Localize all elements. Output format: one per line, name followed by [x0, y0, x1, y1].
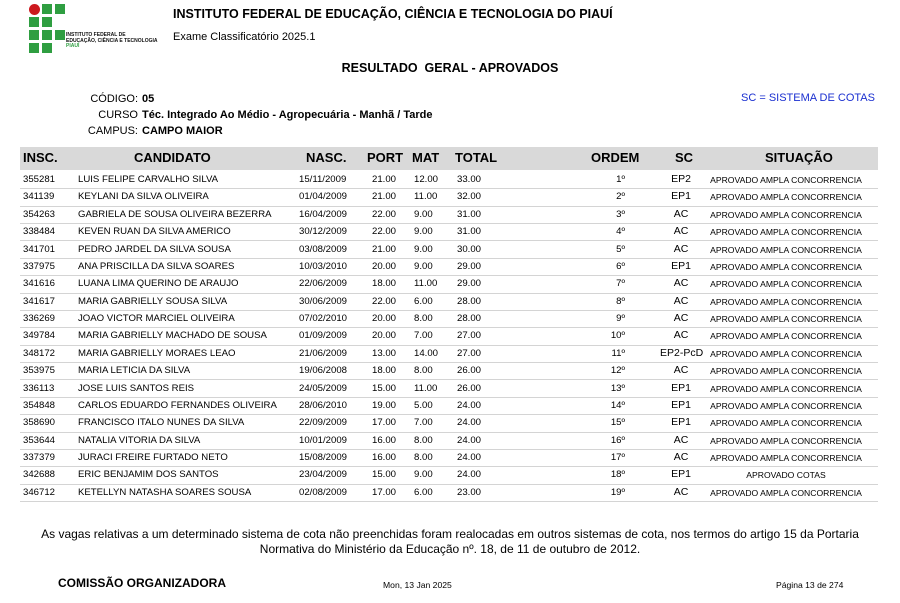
table-row — [20, 432, 878, 450]
table-row — [20, 466, 878, 484]
cell-total: 24.00 — [457, 399, 482, 411]
cell-total: 24.00 — [457, 417, 482, 429]
curso-value: Téc. Integrado Ao Médio - Agropecuária - Manhã / Tarde — [142, 109, 433, 121]
cell-insc: 337379 — [23, 452, 56, 464]
codigo-line — [84, 93, 154, 105]
cell-mat: 8.00 — [414, 365, 433, 377]
col-header-port: PORT — [367, 150, 404, 165]
logo-square — [42, 17, 52, 27]
cell-candidato: FRANCISCO ITALO NUNES DA SILVA — [78, 417, 245, 429]
logo-square — [29, 43, 39, 53]
cell-sc: EP1 — [671, 416, 691, 429]
cell-ordem: 14º — [610, 399, 625, 411]
cell-situacao: APROVADO AMPLA CONCORRENCIA — [710, 244, 862, 255]
cell-ordem: 1º — [616, 174, 625, 185]
comissao-label: COMISSÃO ORGANIZADORA — [58, 576, 226, 590]
col-header-mat: MAT — [412, 150, 440, 165]
cell-situacao: APROVADO AMPLA CONCORRENCIA — [710, 227, 862, 238]
cell-nasc: 15/11/2009 — [299, 174, 347, 185]
logo-line: PIAUÍ — [66, 43, 80, 50]
cell-mat: 7.00 — [414, 330, 433, 342]
cell-port: 21.00 — [372, 243, 397, 255]
campus-label: CAMPUS: — [87, 125, 138, 137]
cell-port: 13.00 — [372, 347, 397, 359]
cell-total: 26.00 — [457, 365, 482, 377]
cell-port: 21.00 — [372, 174, 397, 185]
cell-mat: 5.00 — [414, 399, 433, 411]
cell-nasc: 10/01/2009 — [299, 434, 348, 446]
cell-nasc: 30/06/2009 — [299, 295, 348, 307]
table-row — [20, 362, 878, 380]
codigo-value: 05 — [142, 93, 155, 105]
cell-sc: EP1 — [671, 190, 691, 203]
cell-insc: 342688 — [23, 469, 56, 481]
cell-sc: AC — [673, 433, 689, 446]
table-row — [20, 310, 878, 328]
cell-insc: 336113 — [23, 382, 55, 394]
campus-line — [84, 125, 223, 137]
cell-insc: 346712 — [23, 486, 56, 498]
cell-nasc: 24/05/2009 — [299, 382, 348, 394]
cell-nasc: 02/08/2009 — [299, 486, 348, 498]
curso-line — [84, 109, 433, 121]
logo-red-circle — [29, 4, 40, 15]
col-header-candidato: CANDIDATO — [134, 150, 211, 165]
cell-total: 30.00 — [457, 243, 482, 255]
cell-sc: AC — [673, 277, 689, 290]
cell-port: 22.00 — [372, 226, 397, 238]
cell-ordem: 19º — [610, 486, 625, 498]
cell-sc: AC — [673, 329, 689, 342]
table-row — [20, 206, 878, 224]
cell-mat: 8.00 — [414, 452, 433, 464]
col-header-nasc: NASC. — [306, 150, 347, 165]
cell-candidato: KEYLANI DA SILVA OLIVEIRA — [78, 191, 209, 203]
cell-situacao: APROVADO AMPLA CONCORRENCIA — [710, 296, 862, 307]
cell-candidato: KETELLYN NATASHA SOARES SOUSA — [78, 486, 252, 498]
cell-sc: EP1 — [671, 468, 691, 481]
table-row — [20, 188, 878, 206]
cell-total: 32.00 — [457, 191, 482, 203]
table-row — [20, 414, 878, 432]
cell-situacao: APROVADO AMPLA CONCORRENCIA — [710, 383, 862, 394]
cell-candidato: MARIA GABRIELLY MORAES LEAO — [78, 347, 236, 359]
cell-total: 27.00 — [457, 330, 482, 342]
page-number: Página 13 de 274 — [776, 580, 844, 590]
cell-situacao: APROVADO AMPLA CONCORRENCIA — [710, 348, 862, 359]
cell-total: 24.00 — [457, 452, 482, 464]
cell-insc: 358690 — [23, 417, 56, 429]
table-row — [20, 171, 878, 189]
cell-insc: 354848 — [23, 399, 56, 411]
cell-port: 20.00 — [372, 313, 397, 325]
print-date: Mon, 13 Jan 2025 — [383, 580, 452, 590]
cell-situacao: APROVADO AMPLA CONCORRENCIA — [710, 175, 862, 185]
cell-nasc: 01/04/2009 — [299, 191, 348, 203]
cell-nasc: 21/06/2009 — [299, 347, 348, 359]
cell-ordem: 5º — [616, 243, 625, 255]
cell-candidato: KEVEN RUAN DA SILVA AMERICO — [78, 226, 231, 238]
cell-mat: 6.00 — [414, 486, 433, 498]
col-header-sc: SC — [675, 150, 694, 165]
cell-insc: 341616 — [23, 278, 56, 290]
cell-port: 16.00 — [372, 434, 397, 446]
cell-mat: 12.00 — [414, 174, 439, 185]
table-row — [20, 258, 878, 276]
cell-nasc: 07/02/2010 — [299, 313, 348, 325]
cell-port: 19.00 — [372, 399, 397, 411]
curso-label: CURSO — [98, 109, 138, 121]
cell-total: 33.00 — [457, 174, 482, 185]
cell-candidato: MARIA LETICIA DA SILVA — [78, 365, 191, 377]
cell-ordem: 18º — [610, 469, 625, 481]
cell-sc: EP1 — [671, 259, 691, 272]
cell-total: 29.00 — [457, 260, 482, 272]
cell-situacao: APROVADO COTAS — [746, 470, 826, 481]
cell-situacao: APROVADO AMPLA CONCORRENCIA — [710, 435, 862, 446]
cell-candidato: JOSE LUIS SANTOS REIS — [78, 382, 195, 394]
cell-situacao: APROVADO AMPLA CONCORRENCIA — [710, 453, 862, 464]
cell-mat: 9.00 — [414, 208, 433, 220]
campus-value: CAMPO MAIOR — [142, 125, 223, 137]
cell-ordem: 6º — [616, 260, 625, 272]
logo-square — [55, 30, 65, 40]
exam-name: Exame Classificatório 2025.1 — [173, 31, 316, 43]
cell-insc: 354263 — [23, 208, 56, 220]
table-row — [20, 484, 878, 502]
cell-sc: AC — [673, 207, 689, 220]
cotas-legend: SC = SISTEMA DE COTAS — [741, 92, 875, 104]
cell-mat: 11.00 — [414, 278, 438, 290]
table-row — [20, 293, 878, 311]
cell-situacao: APROVADO AMPLA CONCORRENCIA — [710, 192, 862, 203]
cell-total: 26.00 — [457, 382, 482, 394]
cell-situacao: APROVADO AMPLA CONCORRENCIA — [710, 209, 862, 220]
cell-situacao: APROVADO AMPLA CONCORRENCIA — [710, 331, 862, 342]
cell-mat: 9.00 — [414, 243, 433, 255]
cell-nasc: 22/06/2009 — [299, 278, 348, 290]
cell-total: 31.00 — [457, 226, 482, 238]
table-row — [20, 223, 878, 241]
cell-mat: 8.00 — [414, 313, 433, 325]
cell-total: 23.00 — [457, 486, 482, 498]
logo-square — [55, 4, 65, 14]
cell-candidato: MARIA GABRIELLY SOUSA SILVA — [78, 295, 228, 307]
cell-sc: AC — [673, 225, 689, 238]
cell-candidato: PEDRO JARDEL DA SILVA SOUSA — [78, 243, 231, 255]
cell-port: 18.00 — [372, 365, 397, 377]
cell-ordem: 8º — [616, 295, 625, 307]
cell-situacao: APROVADO AMPLA CONCORRENCIA — [710, 314, 862, 325]
cell-nasc: 16/04/2009 — [299, 208, 348, 220]
cell-ordem: 16º — [610, 434, 625, 446]
cell-nasc: 01/09/2009 — [299, 330, 348, 342]
cell-sc: AC — [673, 242, 689, 255]
cell-sc: AC — [673, 451, 689, 464]
table-row — [20, 275, 878, 293]
cell-sc: AC — [673, 312, 689, 325]
cell-insc: 353644 — [23, 434, 56, 446]
cell-sc: AC — [673, 485, 689, 498]
cell-insc: 353975 — [23, 365, 56, 377]
logo-square — [29, 30, 39, 40]
cell-nasc: 30/12/2009 — [299, 226, 348, 238]
cell-situacao: APROVADO AMPLA CONCORRENCIA — [710, 279, 862, 290]
cell-mat: 9.00 — [414, 260, 433, 272]
cell-total: 28.00 — [457, 295, 482, 307]
page-title: RESULTADO GERAL - APROVADOS — [341, 61, 559, 75]
cell-mat: 9.00 — [414, 226, 433, 238]
cell-sc: EP1 — [671, 381, 691, 394]
logo-square — [29, 17, 39, 27]
logo-line: INSTITUTO FEDERAL DE — [66, 32, 126, 38]
cell-nasc: 19/06/2008 — [299, 365, 348, 377]
cell-port: 16.00 — [372, 452, 397, 464]
cell-situacao: APROVADO AMPLA CONCORRENCIA — [710, 366, 862, 377]
cell-nasc: 15/08/2009 — [299, 452, 348, 464]
logo-line: EDUCAÇÃO, CIÊNCIA E TECNOLOGIA — [66, 37, 158, 44]
cell-mat: 7.00 — [414, 417, 433, 429]
table-row — [20, 380, 878, 398]
cell-sc: EP1 — [671, 398, 691, 411]
cell-ordem: 17º — [610, 452, 625, 464]
cell-candidato: ERIC BENJAMIM DOS SANTOS — [78, 469, 219, 481]
cell-ordem: 11º — [611, 347, 625, 359]
cell-ordem: 2º — [616, 191, 625, 203]
cell-total: 27.00 — [457, 347, 482, 359]
cell-mat: 8.00 — [414, 434, 433, 446]
cell-ordem: 7º — [616, 278, 625, 290]
cell-candidato: JOAO VICTOR MARCIEL OLIVEIRA — [78, 313, 235, 325]
col-header-ordem: ORDEM — [591, 150, 640, 165]
cell-insc: 341701 — [23, 243, 56, 255]
cell-port: 21.00 — [372, 191, 397, 203]
cell-candidato: LUANA LIMA QUERINO DE ARAUJO — [78, 278, 239, 290]
cell-sc: EP2 — [671, 173, 691, 185]
cell-mat: 11.00 — [414, 382, 438, 394]
cell-mat: 6.00 — [414, 295, 433, 307]
logo-square — [42, 4, 52, 14]
cell-insc: 355281 — [23, 174, 56, 185]
cell-mat: 11.00 — [414, 191, 438, 203]
cell-total: 31.00 — [457, 208, 482, 220]
cell-port: 17.00 — [372, 417, 397, 429]
cell-candidato: LUIS FELIPE CARVALHO SILVA — [78, 174, 219, 185]
cell-ordem: 3º — [616, 208, 625, 220]
cell-port: 15.00 — [372, 469, 397, 481]
logo-square — [42, 43, 52, 53]
cell-nasc: 28/06/2010 — [299, 399, 348, 411]
cell-ordem: 9º — [616, 313, 625, 325]
institution-name: INSTITUTO FEDERAL DE EDUCAÇÃO, CIÊNCIA E TECNOLOGIA DO PIAUÍ — [173, 7, 613, 21]
cell-candidato: GABRIELA DE SOUSA OLIVEIRA BEZERRA — [78, 208, 272, 220]
codigo-label: CÓDIGO: — [90, 93, 138, 105]
table-row — [20, 327, 878, 345]
cell-candidato: JURACI FREIRE FURTADO NETO — [78, 452, 228, 464]
table-row — [20, 345, 878, 363]
cell-candidato: MARIA GABRIELLY MACHADO DE SOUSA — [78, 330, 267, 342]
cell-insc: 338484 — [23, 226, 56, 238]
cell-port: 22.00 — [372, 208, 397, 220]
cell-total: 28.00 — [457, 313, 482, 325]
cell-situacao: APROVADO AMPLA CONCORRENCIA — [710, 400, 862, 411]
cell-nasc: 23/04/2009 — [299, 469, 348, 481]
col-header-insc: INSC. — [23, 150, 58, 165]
table-row — [20, 241, 878, 259]
footer-note: As vagas relativas a um determinado sistema de cota não preenchidas foram realocadas em outros sistemas de cota, nos termos do artigo 15 da Portaria Normativa do Ministério da Educação nº. 18, de 11 de outubro de 2012. — [41, 527, 859, 556]
cell-sc: AC — [673, 364, 689, 377]
cell-nasc: 03/08/2009 — [299, 243, 348, 255]
cell-insc: 337975 — [23, 260, 56, 272]
cell-sc: EP2-PcD — [660, 346, 704, 359]
cell-mat: 14.00 — [414, 347, 439, 359]
cell-insc: 348172 — [23, 347, 56, 359]
cell-total: 24.00 — [457, 469, 482, 481]
cell-port: 20.00 — [372, 330, 397, 342]
cell-candidato: ANA PRISCILLA DA SILVA SOARES — [78, 260, 235, 272]
col-header-total: TOTAL — [455, 150, 498, 165]
cell-ordem: 15º — [610, 417, 625, 429]
cell-port: 22.00 — [372, 295, 397, 307]
cell-situacao: APROVADO AMPLA CONCORRENCIA — [710, 261, 862, 272]
cell-candidato: NATALIA VITORIA DA SILVA — [78, 434, 201, 446]
cell-nasc: 10/03/2010 — [299, 260, 348, 272]
cell-total: 29.00 — [457, 278, 482, 290]
cell-insc: 341139 — [23, 191, 55, 203]
cell-ordem: 10º — [610, 330, 625, 342]
table-row — [20, 449, 878, 467]
table-row — [20, 397, 878, 415]
cell-insc: 341617 — [23, 295, 56, 307]
logo-text — [66, 33, 157, 50]
col-header-situacao: SITUAÇÃO — [765, 150, 833, 165]
cell-ordem: 4º — [616, 226, 625, 238]
cell-situacao: APROVADO AMPLA CONCORRENCIA — [710, 418, 862, 429]
cell-insc: 336269 — [23, 313, 56, 325]
cell-ordem: 13º — [610, 382, 625, 394]
cell-sc: AC — [673, 294, 689, 307]
cell-mat: 9.00 — [414, 469, 433, 481]
cell-port: 15.00 — [372, 382, 397, 394]
cell-situacao: APROVADO AMPLA CONCORRENCIA — [710, 487, 862, 498]
cell-candidato: CARLOS EDUARDO FERNANDES OLIVEIRA — [78, 399, 277, 411]
cell-port: 18.00 — [372, 278, 397, 290]
cell-port: 17.00 — [372, 486, 397, 498]
cell-port: 20.00 — [372, 260, 397, 272]
institution-logo — [29, 4, 159, 56]
logo-square — [42, 30, 52, 40]
cell-nasc: 22/09/2009 — [299, 417, 348, 429]
cell-ordem: 12º — [610, 365, 625, 377]
logo-mark — [29, 4, 67, 54]
cell-total: 24.00 — [457, 434, 482, 446]
cell-insc: 349784 — [23, 330, 56, 342]
